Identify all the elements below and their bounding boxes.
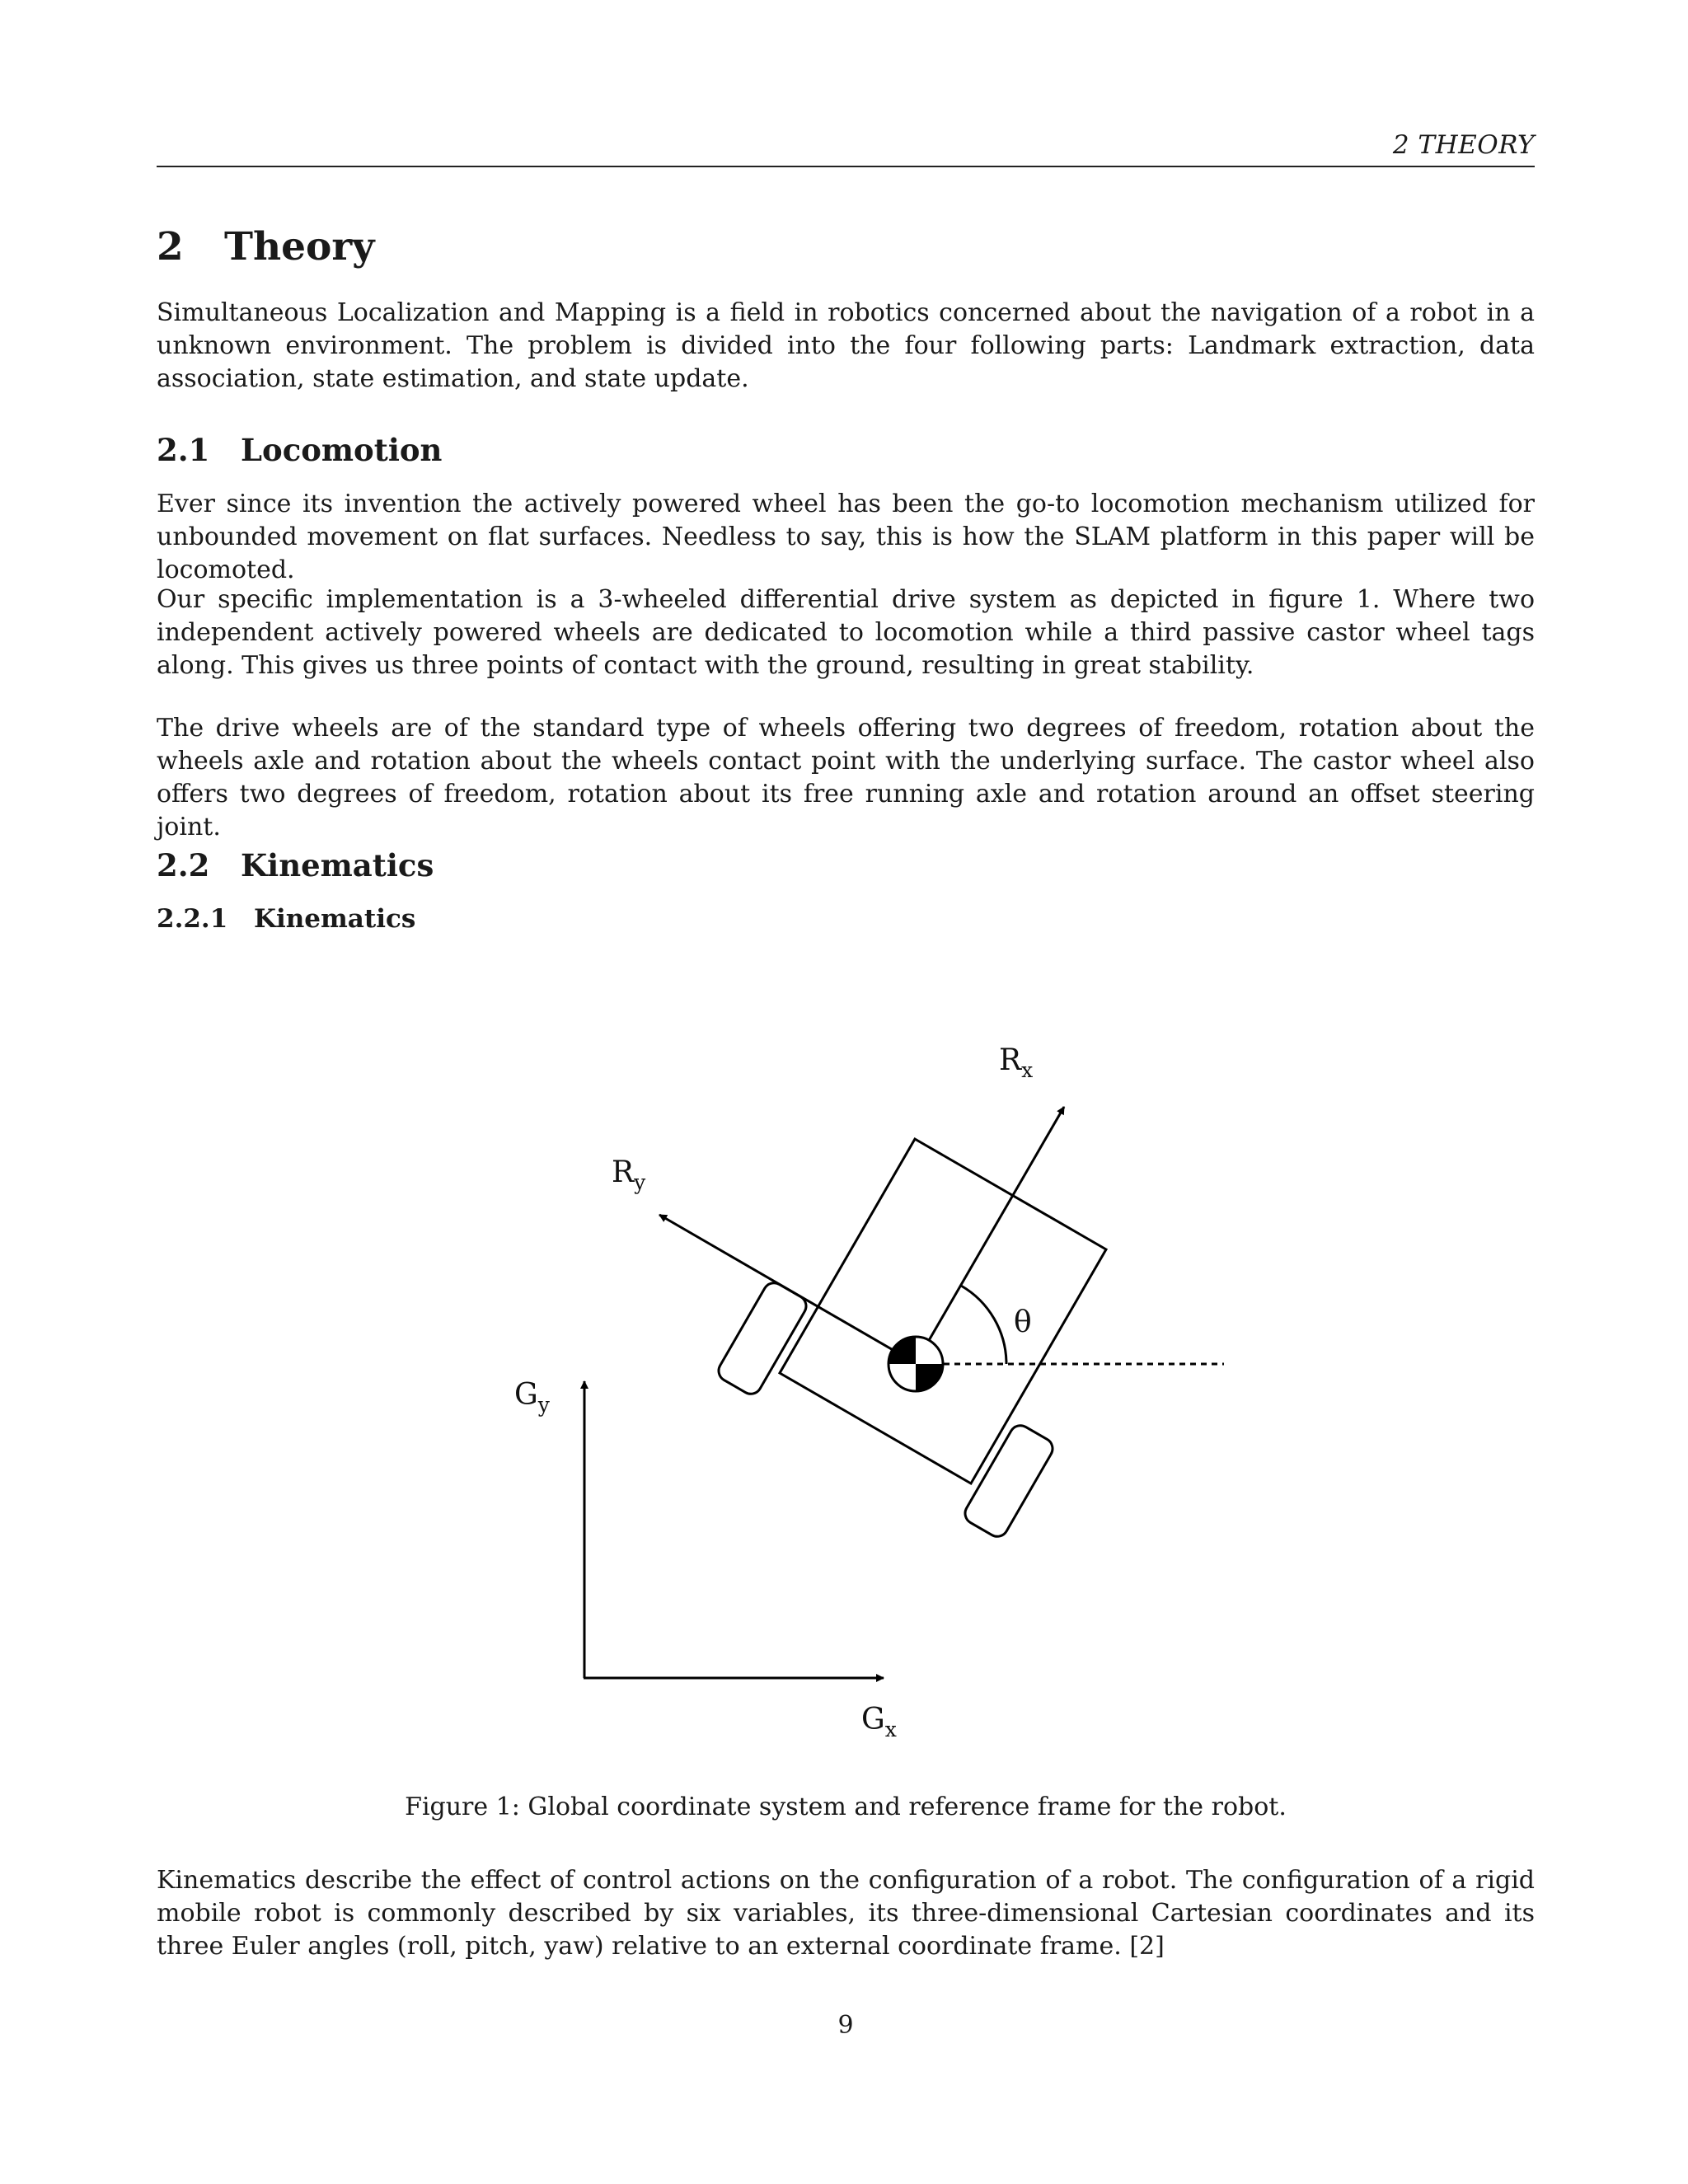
locomotion-paragraph-2: Our specific implementation is a 3-wheeled differential drive system as depicted in figure 1. Where two independent actively powered wheels are dedicated to locomotion while a third passive castor wheel tags along. This gives us three points of contact with the ground, resulting in great stability. — [157, 585, 1535, 680]
label-gy: $G_y$ — [514, 1378, 550, 1417]
subsection-number: 2.1 — [157, 432, 210, 468]
label-rx: $R_x$ — [999, 1043, 1034, 1082]
figure-caption: Figure 1: Global coordinate system and reference frame for the robot. — [405, 1793, 1287, 1821]
section-title — [157, 224, 374, 269]
header-rule — [157, 166, 1535, 167]
label-gx: $G_x$ — [861, 1703, 897, 1741]
locomotion-paragraph-3: The drive wheels are of the standard type of wheels offering two degrees of freedom, rotation about the wheels axle and rotation about the wheels contact point with the underlying surface. The castor wheel also offers two degrees of freedom, rotation about its free running axle and rotation around an offset steering joint. — [157, 714, 1535, 841]
right-wheel — [961, 1422, 1056, 1540]
subsection-number: 2.2 — [157, 847, 210, 883]
locomotion-paragraph-1: Ever since its invention the actively powered wheel has been the go-to locomotion mechanism utilized for unbounded movement on flat surfaces. Needless to say, this is how the SLAM platform in this paper will be locomoted. — [157, 490, 1535, 584]
subsection-title-text: Kinematics — [241, 847, 434, 883]
label-theta: θ — [1014, 1305, 1032, 1339]
robot-x-axis — [916, 1107, 1064, 1363]
robot-body — [780, 1139, 1106, 1483]
subsection-title-text: Locomotion — [241, 432, 443, 468]
intro-paragraph: Simultaneous Localization and Mapping is a field in robotics concerned about the navigation of a robot in a unknown environment. The problem is divided into the four following parts: Landmark extraction, data association, state estimation, and state update. — [157, 298, 1535, 393]
page-number: 9 — [837, 2011, 854, 2040]
subsubsection-title-text: Kinematics — [254, 904, 416, 934]
subsection-title-locomotion — [157, 432, 442, 468]
subsubsection-number: 2.2.1 — [157, 904, 228, 934]
section-number: 2 — [157, 224, 184, 269]
left-wheel — [715, 1279, 809, 1398]
subsubsection-title-kinematics — [157, 904, 415, 934]
section-title-text: Theory — [224, 224, 375, 269]
center-of-mass-icon — [889, 1337, 943, 1391]
figure-diagram — [453, 1022, 1278, 1747]
theta-arc — [961, 1286, 1006, 1364]
subsection-title-kinematics — [157, 847, 434, 883]
label-ry: $R_y$ — [612, 1155, 646, 1194]
running-head: 2 THEORY — [1392, 130, 1535, 160]
kinematics-paragraph-1: Kinematics describe the effect of control actions on the configuration of a robot. The configuration of a rigid mobile robot is commonly described by six variables, its three-dimensional Cartesian coordinates and its three Euler angles (roll, pitch, yaw) relative to an external coordinate frame. [2] — [157, 1866, 1535, 1961]
robot-frame-figure — [453, 1022, 1278, 1747]
